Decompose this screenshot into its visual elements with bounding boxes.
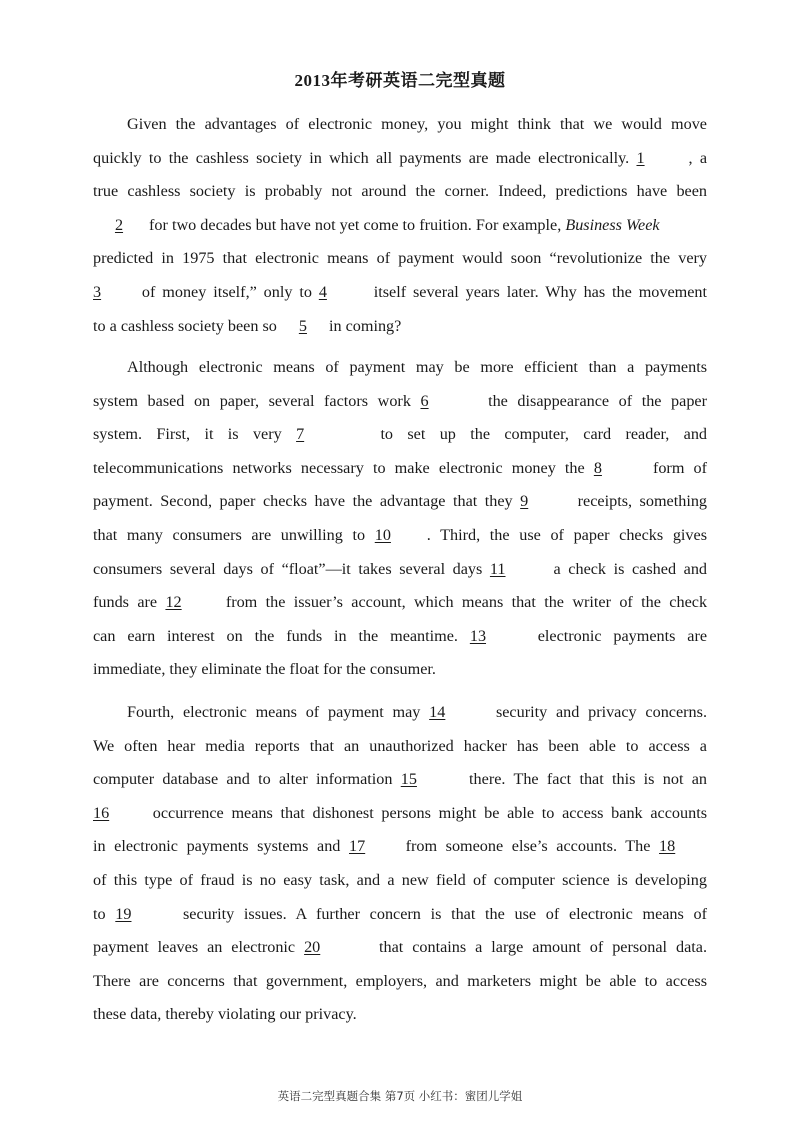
text-line bbox=[93, 242, 707, 276]
text-run: system. First, it is very bbox=[93, 425, 282, 444]
text-run: to bbox=[93, 904, 106, 923]
paragraph-3 bbox=[93, 696, 707, 1032]
blank-14[interactable]: 14 bbox=[429, 703, 446, 721]
text-run: form of bbox=[652, 458, 708, 477]
text-line bbox=[93, 586, 707, 620]
text-run: security and privacy concerns. bbox=[495, 703, 707, 721]
text-run: occurrence means that dishonest persons might be able to access bank accounts bbox=[152, 803, 708, 822]
blank-10[interactable]: 10 bbox=[374, 525, 391, 544]
text-run: payment. Second, paper checks have the advantage that they bbox=[93, 492, 513, 511]
text-run: Although electronic means of payment may be more efficient than a payments bbox=[127, 358, 707, 376]
text-line bbox=[93, 797, 707, 831]
text-line bbox=[93, 864, 707, 898]
text-line bbox=[93, 485, 707, 519]
text-line bbox=[93, 730, 707, 764]
blank-17[interactable]: 17 bbox=[349, 837, 366, 856]
text-run: receipts, something bbox=[577, 492, 708, 511]
text-run: to set up the computer, card reader, and bbox=[380, 425, 708, 444]
paragraph-1 bbox=[93, 108, 707, 343]
text-run: quickly to the cashless society in which all payments are made electronically. bbox=[93, 148, 630, 167]
blank-1[interactable]: 1 bbox=[636, 148, 645, 167]
text-run: We often hear media reports that an unauthorized hacker has been able to access a bbox=[93, 736, 707, 755]
text-run: can earn interest on the funds in the meantime. bbox=[93, 626, 458, 645]
text-run: funds are bbox=[93, 593, 158, 612]
text-line bbox=[93, 452, 707, 486]
text-run: the disappearance of the paper bbox=[488, 391, 708, 410]
text-run: a check is cashed and bbox=[553, 559, 708, 578]
text-line bbox=[93, 351, 707, 385]
blank-2[interactable]: 2 bbox=[114, 215, 124, 234]
text-run: . Third, the use of paper checks gives bbox=[426, 525, 708, 544]
text-line bbox=[93, 418, 707, 452]
text-line bbox=[93, 310, 707, 344]
text-line bbox=[93, 142, 707, 176]
blank-11[interactable]: 11 bbox=[489, 559, 506, 578]
text-run: telecommunications networks necessary to make electronic money the bbox=[93, 458, 585, 477]
text-line bbox=[93, 965, 707, 999]
page-title: 2013年考研英语二完型真题 bbox=[294, 71, 506, 90]
text-line bbox=[93, 385, 707, 419]
blank-20[interactable]: 20 bbox=[304, 938, 321, 957]
text-line bbox=[93, 998, 707, 1032]
text-run: for two decades but have not yet come to fruition. For example, bbox=[149, 215, 562, 234]
text-line bbox=[93, 830, 707, 864]
text-run: security issues. A further concern is that the use of electronic means of bbox=[183, 904, 708, 923]
text-run: that contains a large amount of personal data. bbox=[379, 938, 708, 957]
text-run: these data, thereby violating our privacy. bbox=[93, 1005, 357, 1024]
blank-4[interactable]: 4 bbox=[318, 282, 327, 301]
text-run: in electronic payments systems and bbox=[93, 837, 341, 856]
italic-text: Business Week bbox=[565, 215, 660, 234]
blank-18[interactable]: 18 bbox=[659, 837, 676, 856]
blank-8[interactable]: 8 bbox=[593, 458, 602, 477]
blank-3[interactable]: 3 bbox=[93, 282, 102, 301]
text-run: in coming? bbox=[328, 316, 402, 335]
text-run: true cashless society is probably not around the corner. Indeed, predictions have been bbox=[93, 182, 707, 201]
text-line bbox=[93, 620, 707, 654]
text-run: electronic payments are bbox=[537, 626, 708, 645]
text-run: of money itself,” only to bbox=[141, 282, 312, 301]
blank-6[interactable]: 6 bbox=[420, 391, 429, 410]
blank-12[interactable]: 12 bbox=[165, 593, 182, 612]
text-line bbox=[93, 175, 707, 209]
blank-16[interactable]: 16 bbox=[93, 803, 110, 822]
blank-19[interactable]: 19 bbox=[115, 904, 132, 923]
text-run: , a bbox=[688, 148, 707, 167]
text-line bbox=[93, 763, 707, 797]
text-line bbox=[93, 898, 707, 932]
blank-13[interactable]: 13 bbox=[469, 626, 487, 645]
text-line bbox=[93, 931, 707, 965]
text-run: itself several years later. Why has the movement bbox=[373, 282, 708, 301]
text-run: There are concerns that government, employers, and marketers might be able to access bbox=[93, 971, 707, 990]
blank-15[interactable]: 15 bbox=[400, 770, 417, 789]
page-footer: 英语二完型真题合集 第7页 小红书：蜜团儿学姐 bbox=[277, 1089, 523, 1103]
blank-9[interactable]: 9 bbox=[520, 492, 529, 511]
text-run: computer database and to alter information bbox=[93, 770, 393, 789]
text-run: immediate, they eliminate the float for the consumer. bbox=[93, 660, 436, 679]
text-run: from the issuer’s account, which means that the writer of the check bbox=[225, 593, 708, 612]
paragraph-2 bbox=[93, 351, 707, 687]
text-line bbox=[93, 209, 707, 243]
text-run: of this type of fraud is no easy task, and a new field of computer science is developing bbox=[93, 870, 707, 889]
text-run: there. The fact that this is not an bbox=[469, 770, 708, 789]
blank-5[interactable]: 5 bbox=[298, 316, 307, 335]
text-run: from someone else’s accounts. The bbox=[405, 837, 651, 856]
text-run: payment leaves an electronic bbox=[93, 938, 296, 957]
text-line bbox=[93, 108, 707, 142]
text-run: that many consumers are unwilling to bbox=[93, 525, 366, 544]
text-line bbox=[93, 653, 707, 687]
text-run: predicted in 1975 that electronic means of payment would soon “revolutionize the very bbox=[93, 249, 707, 268]
text-run: Given the advantages of electronic money, you might think that we would move bbox=[127, 115, 707, 133]
text-run: system based on paper, several factors work bbox=[93, 391, 411, 410]
text-run: Fourth, electronic means of payment may bbox=[127, 703, 421, 721]
text-run: consumers several days of “float”—it takes several days bbox=[93, 559, 483, 578]
text-line bbox=[93, 553, 707, 587]
text-line bbox=[93, 519, 707, 553]
blank-7[interactable]: 7 bbox=[296, 425, 305, 444]
text-run: to a cashless society been so bbox=[93, 316, 277, 335]
text-line bbox=[93, 696, 707, 730]
text-line bbox=[93, 276, 707, 310]
